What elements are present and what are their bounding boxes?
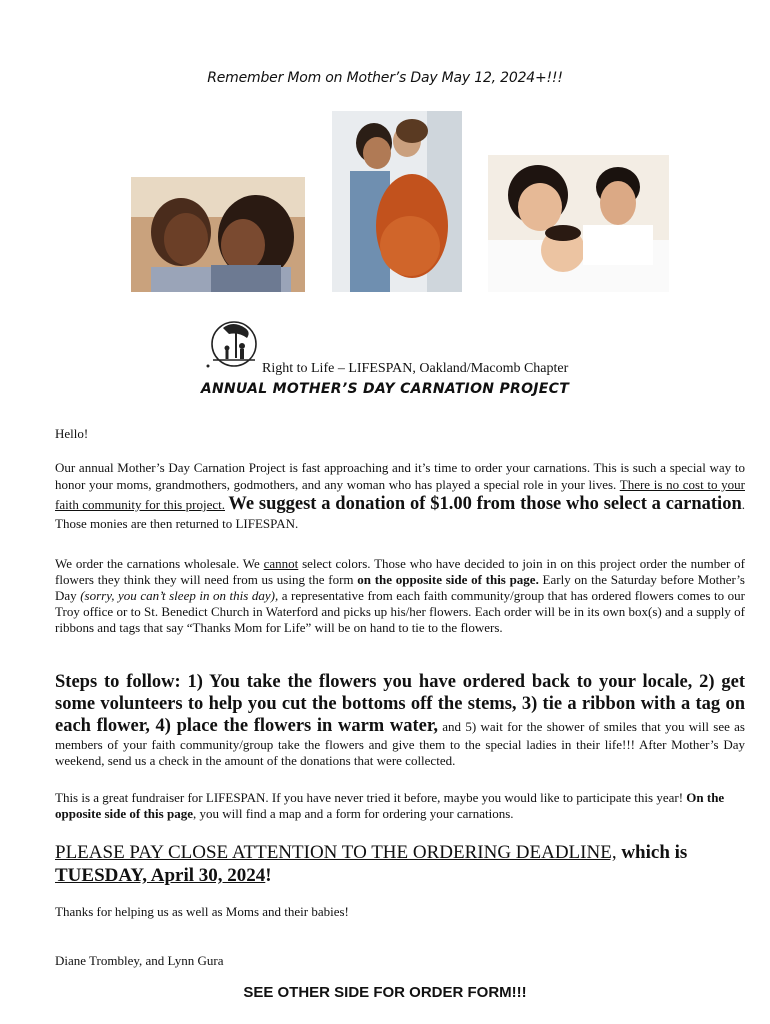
paragraph-fundraiser (55, 790, 745, 822)
paragraph-intro (55, 459, 745, 532)
fundraiser-text-end: , you will find a map and a form for ordering your carnations. (192, 806, 514, 821)
intro-text: Our annual Mother’s Day Carnation Project is fast approaching and it’s time to order your carnations. This is such a special way to honor your moms, grandmothers, godmothers, and any woman who has played a special role in your lives. (55, 460, 745, 492)
donation-suggestion: We suggest a donation of $1.00 from those who select a carnation (228, 494, 742, 514)
thanks-line: Thanks for helping us as well as Moms and their babies! (55, 904, 349, 919)
photo-mother-daughter-hug (131, 177, 305, 292)
project-title: ANNUAL MOTHER’S DAY CARNATION PROJECT (200, 381, 570, 397)
steps-continuation: and 5) wait for the shower of smiles that you will see as members of your faith community/group take the flowers and give them to the special ladies in their life!!! After Mother’s Day weekend, send us a check in the amount of the donations that were collected. (55, 719, 745, 768)
ordering-text-a: We order the carnations wholesale. We (55, 556, 264, 571)
order-form-callout: SEE OTHER SIDE FOR ORDER FORM!!! (243, 984, 527, 1001)
photo-expecting-couple (332, 111, 462, 292)
deadline-exclaim: ! (265, 865, 272, 886)
deadline-which-is: which is (616, 842, 688, 863)
deadline-date: TUESDAY, April 30, 2024 (55, 865, 266, 886)
cannot-emphasis: cannot (263, 556, 299, 571)
greeting: Hello! (55, 426, 89, 441)
intro-end: . Those monies are then returned to LIFESPAN. (55, 497, 745, 531)
opposite-side-link-text: On the opposite side of this page (55, 790, 725, 821)
steps-list: Steps to follow: 1) You take the flowers you have ordered back to your locale, 2) get some volunteers to help you cut the bottoms off the stems, 3) tie a ribbon with a tag on each flower, 4) place the flowers in warm water, (55, 672, 745, 736)
ordering-text-c: Early on the Saturday before Mother’s Day (55, 572, 745, 603)
fundraiser-text: This is a great fundraiser for LIFESPAN. If you have never tried it before, maybe you would like to participate this year! (55, 790, 687, 805)
chapter-name: Right to Life – LIFESPAN, Oakland/Macomb Chapter (262, 361, 569, 376)
paragraph-ordering (55, 556, 745, 636)
opposite-side-note: on the opposite side of this page. (357, 572, 539, 587)
no-cost-note: There is no cost to your faith community for this project. (55, 477, 745, 512)
paragraph-steps (55, 671, 745, 769)
deadline-notice (55, 841, 745, 887)
ordering-text-d: a representative from each faith community/group that has ordered flowers comes to our Troy office or to St. Benedict Church in Waterford and picks up his/her flowers. Each order will be in its own box(s) and a supply of ribbons and tags that say “Thanks Mom for Life” will be on hand to tie to the flowers. (55, 588, 745, 635)
page-header-title: Remember Mom on Mother’s Day May 12, 2024+!!! (207, 70, 563, 86)
right-to-life-logo-icon (203, 318, 263, 370)
signature: Diane Trombley, and Lynn Gura (55, 953, 224, 968)
photo-family-with-baby (488, 155, 669, 292)
deadline-heading: PLEASE PAY CLOSE ATTENTION TO THE ORDERING DEADLINE, (55, 842, 617, 863)
ordering-text-b: select colors. Those who have decided to join in on this project order the number of flowers they think they will need from us using the form (55, 556, 745, 587)
sleep-in-note: (sorry, you can’t sleep in on this day), (80, 588, 279, 603)
